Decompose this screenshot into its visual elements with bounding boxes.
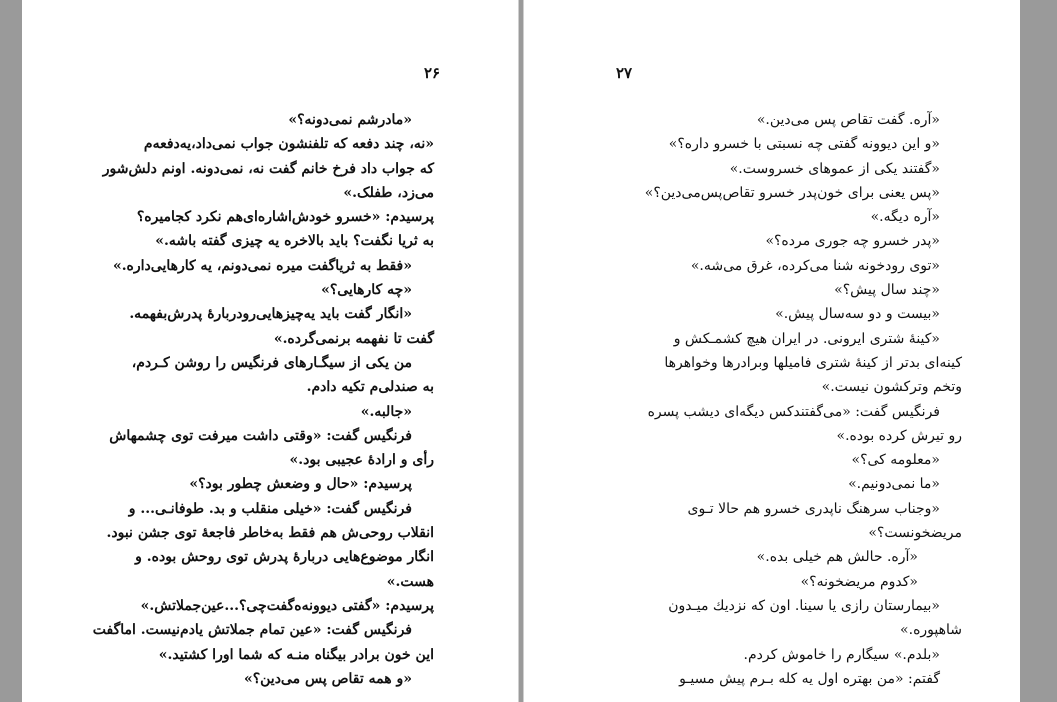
text-line: «فقط به ثریاگفت میره نمی‌دونم، یه کارهایی‌داره.» [112,257,412,274]
text-line: مریضخونست؟» [868,525,962,542]
text-line: پرسیدم: «خسرو خودش‌اشاره‌ای‌هم نکرد کجامیره؟ [136,209,434,226]
text-line: فرنگیس گفت: «می‌گفتندکس دیگه‌ای دیشب پسره [647,403,940,420]
text-line: «چه کارهایی؟» [321,282,412,299]
text-line: رأی و ارادهٔ عجیبی بود.» [289,452,434,469]
text-line: به صندلی‌م تکیه دادم. [306,379,434,396]
text-line: «کینهٔ شتری ایرونی. در ایران هیچ کشمـکش و [673,330,940,347]
text-line: به ثریا نگفت؟ باید بالاخره یه چیزی گفته باشه.» [155,233,434,250]
text-line: «چند سال پیش؟» [834,282,940,299]
text-line: پرسیدم: «حال و وضعش چطور بود؟» [189,476,412,493]
text-line: کینه‌ای بدتر از کینهٔ شتری فامیلها وبرادرها وخواهرها [664,354,962,371]
text-line: «کدوم مریضخونه؟» [800,573,918,590]
text-line: «معلومه کی؟» [851,452,940,469]
text-line: «انگار گفت باید یه‌چیزهایی‌رودربارهٔ پدرش‌بفهمه. [129,306,412,323]
right-page-text [606,108,962,691]
text-line: گفت تا نفهمه برنمی‌گرده.» [273,330,434,347]
text-line: رو تیرش کرده بوده.» [836,427,962,444]
text-line: فرنگیس گفت: «خیلی منقلب و بد. طوفانـی... و [128,500,412,517]
text-line: فرنگیس گفت: «عین تمام جملاتش یادم‌نیست. اماگفت [92,622,412,639]
text-line: «و این دیوونه گفتی چه نسبتی با خسرو داره؟» [668,136,940,153]
right-page [523,0,1020,702]
text-line: «گفتند یکی از عموهای خسروست.» [729,160,940,177]
text-line: «ما نمی‌دونیم.» [848,476,940,493]
text-line: می‌زد، طفلک.» [343,184,434,201]
left-page [22,0,519,702]
text-line: «و همه تقاص پس می‌دین؟» [243,670,412,687]
text-line: این خون برادر بیگناه منـه که شما اورا کشتید.» [158,646,434,663]
text-line: که جواب داد فرخ خانم گفت نه، نمی‌دونه. اونم دلش‌شور [102,160,434,177]
text-line: «پدر خسرو چه جوری مرده؟» [765,233,940,250]
text-line: «آره. حالش هم خیلی بده.» [756,549,918,566]
text-line: «جالبه.» [360,403,412,420]
text-line: «پس یعنی برای خون‌پدر خسرو تقاص‌پس‌می‌دین؟» [644,184,940,201]
text-line: «وجناب سرهنگ ناپدری خسرو هم حالا تـوی [687,500,940,517]
text-line: پرسیدم: «گفتی دیوونه‌ه‌گفت‌چی؟...عین‌جملاتش.» [140,597,434,614]
text-line: من یکی از سیگـارهای فرنگیس را روشن کـردم، [131,354,412,371]
text-line: «آره. گفت تقاص پس می‌دین.» [756,112,940,128]
text-line: «آره دیگه.» [870,209,940,226]
text-line: انقلاب روحی‌ش هم فقط به‌خاطر فاجعهٔ توی جشن نبود. [106,525,434,542]
text-line: شاهپوره.» [900,622,962,639]
text-line: انگار موضوع‌هایی دربارهٔ پدرش توی روحش بوده. و [135,549,434,566]
text-line: هست.» [386,573,434,590]
left-page-text [78,108,434,691]
text-line: «بلدم.» سیگارم را خاموش کردم. [743,646,940,663]
text-line: «مادرشم نمی‌دونه؟» [288,112,412,128]
text-line: «بیمارستان رازی یا سینا. اون که نزدیك میـدون [668,597,940,614]
page-number: ۲۷ [616,64,633,82]
text-line: «توی رودخونه شنا می‌کرده، غرق می‌شه.» [690,257,940,274]
text-line: گفتم: «من بهتره اول یه کله بـرم پیش مسیـو [679,670,940,687]
text-line: «نه، چند دفعه که تلفنشون جواب نمی‌داد،یه‌دفعه‌م [143,136,434,153]
text-line: فرنگیس گفت: «وقتی داشت میرفت توی چشمهاش [109,427,412,444]
page-number: ۲۶ [424,64,441,82]
text-line: «بیست و دو سه‌سال پیش.» [775,306,940,323]
text-line: وتخم وترکشون نیست.» [821,379,962,396]
